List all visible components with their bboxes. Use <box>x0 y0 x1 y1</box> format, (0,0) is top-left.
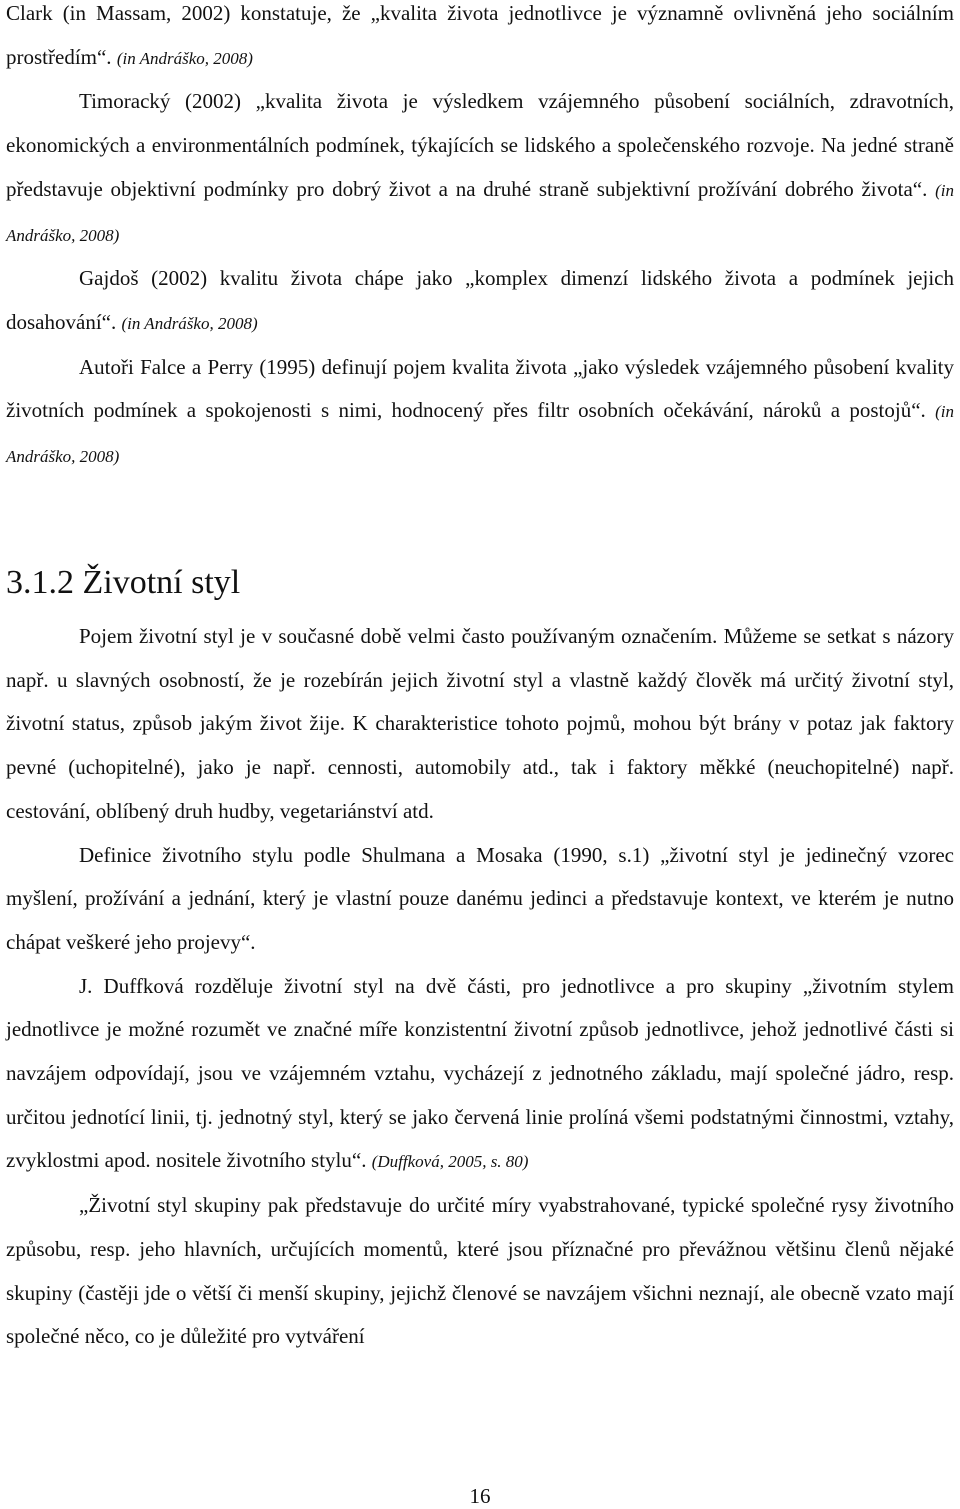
paragraph-text: Autoři Falce a Perry (1995) definují pojem kvalita života „jako výsledek vzájemného působení kvality životních podmínek a spokojenosti s nimi, hodnocený přes filtr osobních očekávání, nároků a postojů“. <box>6 354 954 423</box>
paragraph-gajdos <box>6 257 954 345</box>
text-block-lifestyle <box>6 615 954 1359</box>
paragraph-timoracky <box>6 80 954 257</box>
paragraph-falce-perry <box>6 346 954 479</box>
paragraph-definice: Definice životního stylu podle Shulmana a Mosaka (1990, s.1) „životní styl je jedinečný vzorec myšlení, prožívání a jednání, který je vlastní pouze danému jedinci a představuje kontext, ve kterém je nutno chápat veškeré jeho projevy“. <box>6 842 954 954</box>
paragraph-skupiny: „Životní styl skupiny pak představuje do určité míry vyabstrahované, typické společné rysy životního způsobu, resp. jeho hlavních, určujících momentů, které jsou příznačné pro převážnou většinu členů nějaké skupiny (častěji jde o větší či menší skupiny, jejichž členové se navzájem všichni neznají, ale obecně vzato mají společné něco, co je důležité pro vytváření <box>6 1193 954 1349</box>
paragraph-text: Timoracký (2002) „kvalita života je výsledkem vzájemného působení sociálních, zdravotních, ekonomických a environmentálních podmínek, týkajících se lidského a společenského rozvoje. Na jedné straně představuje objektivní podmínky pro dobrý život a na druhé straně subjektivní prožívání dobrého života“. <box>6 89 954 201</box>
citation: (in Andráško, 2008) <box>116 48 253 68</box>
citation: (in Andráško, 2008) <box>121 313 258 333</box>
paragraph-text: J. Duffková rozděluje životní styl na dvě části, pro jednotlivce a pro skupiny „životním stylem jednotlivce je možné rozumět ve značné míře konzistentní životní způsob jednotlivce, jehož jednotlivé části si navzájem odpovídají, jsou ve vzájemném vztahu, vycházejí z jednotného základu, mají společné jádro, resp. určitou jednotící linii, tj. jednotný styl, který se jako červená linie prolíná všemi podstatnými činnostmi, vztahy, zvyklostmi apod. nositele životního stylu“. <box>6 973 954 1173</box>
page-number: 16 <box>469 1484 491 1508</box>
citation: (in Andráško, 2008) <box>6 180 955 245</box>
paragraph-clark <box>6 0 954 80</box>
citation: (in Andráško, 2008) <box>6 402 954 467</box>
paragraph-text: Gajdoš (2002) kvalitu života chápe jako „komplex dimenzí lidského života a podmínek jejich dosahování“. <box>6 266 954 334</box>
section-heading: 3.1.2 Životní styl <box>6 564 241 601</box>
paragraph-text: Clark (in Massam, 2002) konstatuje, že „kvalita života jednotlivce je významně ovlivněná jeho sociálním prostředím“. <box>6 1 954 69</box>
citation: (Duffková, 2005, s. 80) <box>371 1152 529 1172</box>
paragraph-duffkova <box>6 965 954 1185</box>
paragraph-pojem: Pojem životní styl je v současné době velmi často používaným označením. Můžeme se setkat s názory např. u slavných osobností, že je rozebírán jejich životní styl a vlastně každý člověk má určitý životní styl, životní status, způsob jakým život žije. K charakteristice tohoto pojmů, mohou být brány v potaz jak faktory pevné (uchopitelné), jako je např. cennosti, automobily atd., tak i faktory měkké (neuchopitelné) např. cestování, oblíbený druh hudby, vegetariánství atd. <box>6 624 954 823</box>
text-block-quality-of-life <box>6 0 954 479</box>
